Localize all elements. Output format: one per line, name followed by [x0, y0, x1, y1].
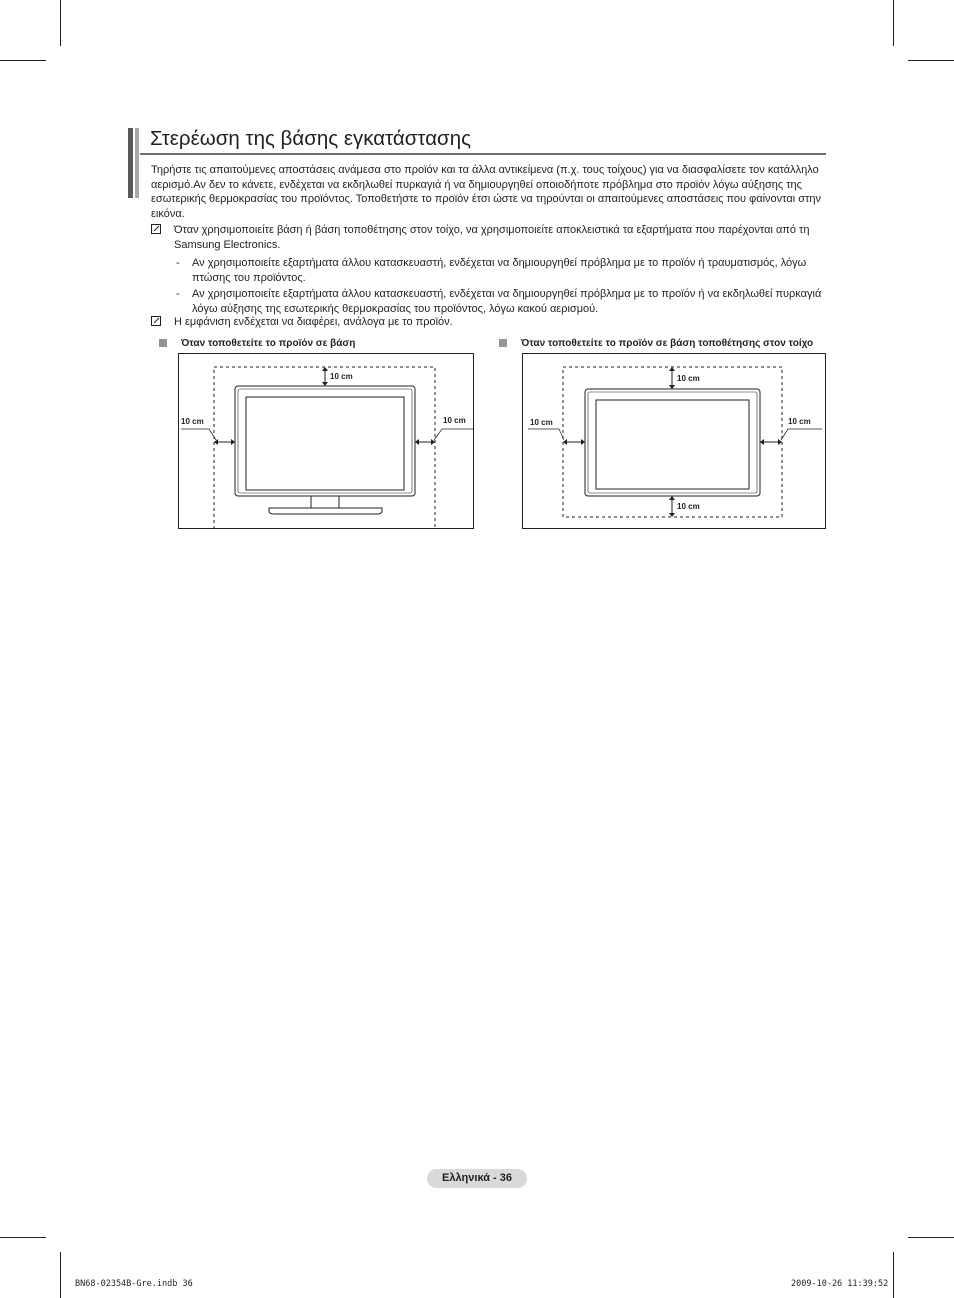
- clearance-right-label: 10 cm: [443, 416, 466, 425]
- crop-mark: [60, 1252, 61, 1298]
- note-item: [151, 223, 826, 253]
- clearance-left-label: 10 cm: [530, 418, 553, 427]
- note-icon: [151, 224, 161, 234]
- note-item: [151, 315, 826, 331]
- print-timestamp: 2009-10-26 11:39:52: [791, 1279, 889, 1289]
- wall-mount-diagram-drawing: [523, 354, 827, 530]
- list-item: [176, 287, 826, 317]
- clearance-left-label: 10 cm: [181, 417, 204, 426]
- title-accent-bar: [128, 128, 140, 198]
- dash-bullet: -: [176, 288, 180, 300]
- crop-mark: [908, 60, 954, 61]
- clearance-top-label: 10 cm: [677, 374, 700, 383]
- crop-mark: [0, 1237, 46, 1238]
- square-bullet-icon: [499, 339, 507, 347]
- note-text: Όταν χρησιμοποιείτε βάση ή βάση τοποθέτησης στον τοίχο, να χρησιμοποιείτε αποκλειστικά τα εξαρτήματα που παρέχονται από τη Samsung Electronics.: [174, 224, 810, 251]
- stand-diagram-drawing: [179, 354, 475, 530]
- intro-paragraph: Τηρήστε τις απαιτούμενες αποστάσεις ανάμεσα στο προϊόν και τα άλλα αντικείμενα (π.χ. τους τοίχους) για να διασφαλίσετε τον κατάλληλο αερισμό.Αν δεν το κάνετε, ενδέχεται να εκδηλωθεί πυρκαγιά ή να δημιουργηθεί οποιοδήποτε πρόβλημα στο προϊόν λόγω αύξησης της εσωτερικής θερμοκρασίας του προϊόντος. Τοποθετήστε το προϊόν έτσι ώστε να τηρούνται οι απαιτούμενες αποστάσεις που φαίνονται στην εικόνα.: [151, 164, 821, 220]
- clearance-right-label: 10 cm: [788, 417, 811, 426]
- page-title: Στερέωση της βάσης εγκατάστασης: [150, 127, 471, 150]
- note-icon: [151, 316, 161, 326]
- print-file-info: BN68-02354B-Gre.indb 36: [75, 1279, 193, 1289]
- note-text: Η εμφάνιση ενδέχεται να διαφέρει, ανάλογα με το προϊόν.: [174, 316, 453, 328]
- square-bullet-icon: [159, 339, 167, 347]
- list-item-text: Αν χρησιμοποιείτε εξαρτήματα άλλου κατασκευαστή, ενδέχεται να δημιουργηθεί πρόβλημα με το προϊόν ή τραυματισμός, λόγω πτώσης του προϊόντος.: [192, 257, 807, 284]
- crop-mark: [60, 0, 61, 46]
- title-rule: [140, 153, 826, 155]
- crop-mark: [908, 1237, 954, 1238]
- list-item-text: Αν χρησιμοποιείτε εξαρτήματα άλλου κατασκευαστή, ενδέχεται να δημιουργηθεί πρόβλημα με το προϊόν ή να εκδηλωθεί πυρκαγιά λόγω αύξησης της εσωτερικής θερμοκρασίας του προϊόντος, λόγω κακού αερισμού.: [192, 288, 822, 315]
- dash-bullet: -: [176, 257, 180, 269]
- clearance-bottom-label: 10 cm: [677, 502, 700, 511]
- wall-mount-clearance-diagram: [522, 353, 826, 529]
- page-number-badge: Ελληνικά - 36: [427, 1169, 527, 1188]
- crop-mark: [0, 60, 46, 61]
- stand-clearance-diagram: [178, 353, 474, 529]
- list-item: [176, 256, 826, 286]
- crop-mark: [893, 1252, 894, 1298]
- crop-mark: [893, 0, 894, 46]
- clearance-top-label: 10 cm: [330, 372, 353, 381]
